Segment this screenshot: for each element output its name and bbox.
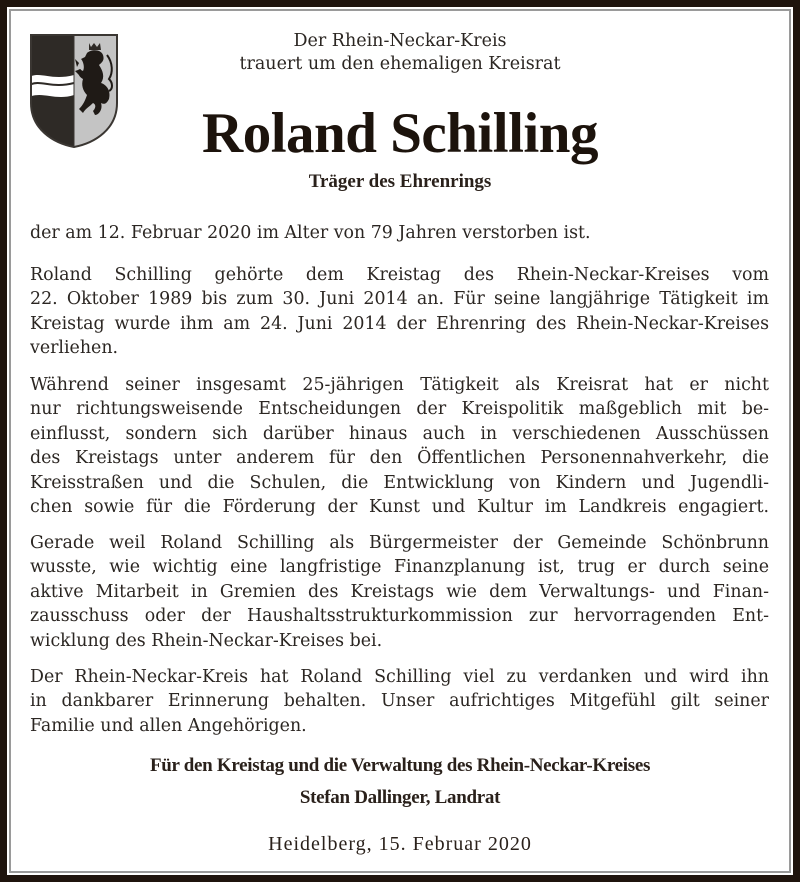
paragraph-1 [30, 221, 769, 245]
text-line: Kreistag wurde ihm am 24. Juni 2014 der Ehrenring des Rhein-Neckar-Kreises [30, 313, 769, 334]
text-line: Während seiner insgesamt 25-jährigen Tätigkeit als Kreisrat hat er nicht [30, 375, 769, 395]
text-line: verliehen. [30, 338, 119, 359]
place-date: Heidelberg, 15. Februar 2020 [268, 833, 532, 855]
paragraph-5 [30, 665, 769, 738]
text-line: Der Rhein-Neckar-Kreis hat Roland Schilling viel zu verdanken und wird ihn [30, 667, 769, 687]
signature-line: Für den Kreistag und die Verwaltung des Rhein-Neckar-Kreises [149, 755, 651, 776]
intro-text [7, 30, 793, 76]
text-line: Roland Schilling gehörte dem Kreistag des Rhein-Neckar-Kreises vom [30, 265, 769, 285]
text-line: wicklung des Rhein-Neckar-Kreises bei. [30, 630, 383, 651]
text-line: 22. Oktober 1989 bis zum 30. Juni 2014 an. Für seine langjährige Tätigkeit im [30, 289, 769, 310]
intro-line: Der Rhein-Neckar-Kreis [293, 31, 507, 51]
paragraph-4 [30, 531, 769, 653]
text-line: chen sowie für die Förderung der Kunst und Kultur im Landkreis engagiert. [30, 496, 769, 517]
text-line: wusste, wie wichtig eine langfristige Finanzplanung ist, trug er durch seine [30, 557, 769, 578]
text-line: einflusst, sondern sich darüber hinaus auch in verschiedenen Ausschüssen [30, 423, 769, 444]
paragraph-2 [30, 263, 769, 361]
intro-line: trauert um den ehemaligen Kreisrat [239, 54, 561, 74]
text-line: der am 12. Februar 2020 im Alter von 79 Jahren verstorben ist. [30, 223, 591, 243]
text-line: aktive Mitarbeit in Gremien des Kreistags wie dem Verwaltungs- und Finan- [30, 581, 769, 602]
text-line: in dankbarer Erinnerung behalten. Unser aufrichtiges Mitgefühl gilt seiner [30, 691, 769, 712]
text-line: Gerade weil Roland Schilling als Bürgermeister der Gemeinde Schönbrunn [30, 533, 769, 553]
text-line: zausschuss oder der Haushaltsstrukturkommission zur hervorragenden Ent- [30, 606, 769, 627]
deceased-name: Roland Schilling [202, 102, 598, 165]
text-line: nur richtungsweisende Entscheidungen der Kreispolitik maßgeblich mit be- [30, 399, 769, 420]
honor-subtitle: Träger des Ehrenrings [308, 171, 492, 192]
paragraph-3 [30, 373, 769, 519]
text-line: des Kreistags unter anderem für den Öffentlichen Personennahverkehr, die [30, 448, 769, 469]
text-line: Kreisstraßen und die Schulen, die Entwicklung von Kindern und Jugendli- [30, 472, 769, 493]
obituary-notice [7, 7, 793, 875]
signatory: Stefan Dallinger, Landrat [299, 787, 501, 808]
text-line: Familie und allen Angehörigen. [30, 715, 307, 736]
